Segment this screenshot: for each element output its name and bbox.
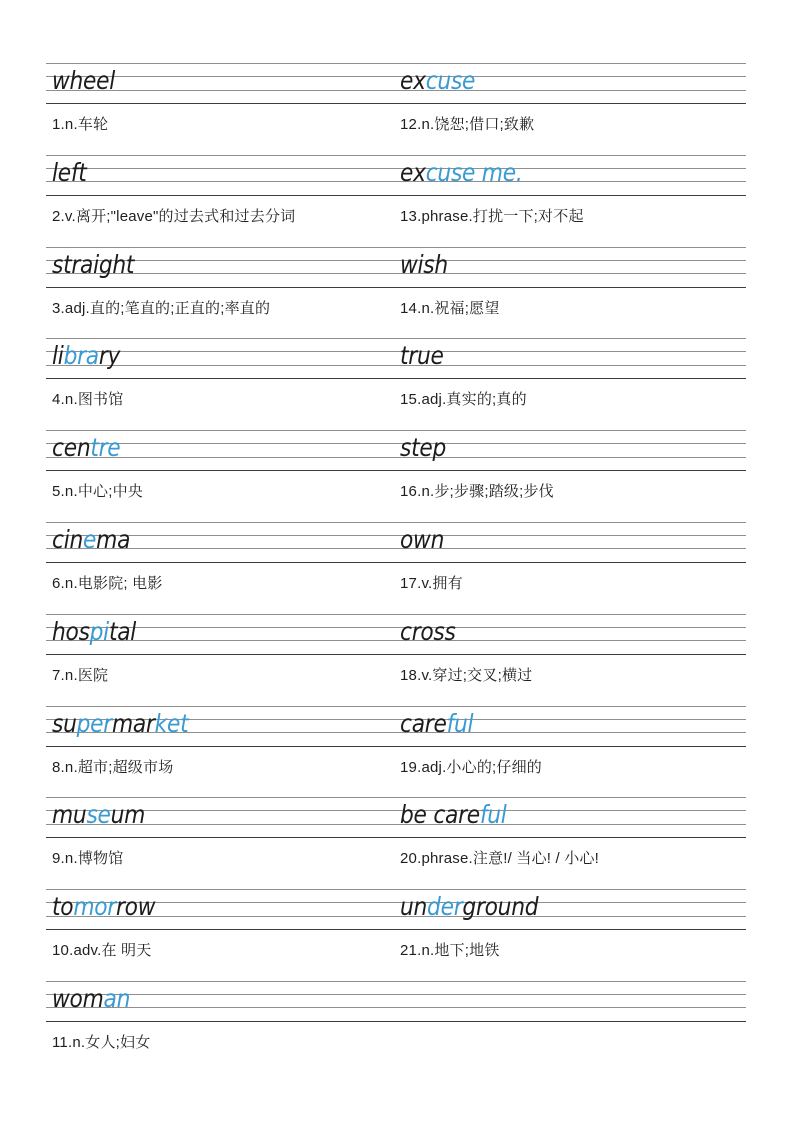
guide-line-bottom [46,195,746,196]
guide-line [46,994,746,995]
word-english: left [52,157,87,187]
handwriting-grid [46,522,746,563]
guide-line [46,365,746,366]
word-definition: 6.n.电影院; 电影 [52,574,163,592]
word-definition: 8.n.超市;超级市场 [52,758,174,776]
guide-line [46,640,746,641]
word-definition: 15.adj.真实的;真的 [400,391,527,409]
word-english: hospital [52,616,137,646]
guide-line-bottom [46,562,746,563]
vocab-row [46,522,746,614]
guide-line-bottom [46,746,746,747]
guide-line [46,181,746,182]
word-english: wish [400,249,448,279]
handwriting-grid [46,981,746,1022]
handwriting-grid [46,706,746,747]
guide-line [46,63,746,64]
guide-line [46,273,746,274]
guide-line [46,90,746,91]
word-english: step [400,433,447,463]
vocab-row [46,430,746,522]
guide-line [46,168,746,169]
word-definition: 9.n.博物馆 [52,850,124,868]
guide-line [46,824,746,825]
guide-line [46,614,746,615]
handwriting-grid [46,155,746,196]
word-definition: 1.n.车轮 [52,116,109,133]
vocab-row [46,155,746,247]
guide-line [46,430,746,431]
guide-line [46,457,746,458]
guide-line [46,351,746,352]
handwriting-grid [46,614,746,655]
guide-line [46,981,746,982]
handwriting-grid [46,797,746,838]
handwriting-grid [46,247,746,288]
handwriting-grid [46,63,746,104]
word-definition: 11.n.女人;妇女 [52,1033,151,1051]
vocab-row [46,706,746,798]
guide-line [46,260,746,261]
guide-line [46,76,746,77]
guide-line [46,797,746,798]
guide-line [46,1007,746,1008]
word-english: centre [52,433,121,463]
guide-line-bottom [46,103,746,104]
guide-line [46,247,746,248]
word-english: supermarket [52,708,189,738]
guide-line-bottom [46,378,746,379]
guide-line [46,810,746,811]
word-definition: 18.v.穿过;交叉;横过 [400,666,533,684]
guide-line [46,522,746,523]
guide-line-bottom [46,287,746,288]
guide-line [46,338,746,339]
word-english: true [400,341,444,371]
word-definition: 2.v.离开;"leave"的过去式和过去分词 [52,207,296,225]
guide-line [46,535,746,536]
word-english: woman [52,983,131,1013]
guide-line [46,548,746,549]
vocab-row [46,63,746,155]
guide-line [46,443,746,444]
word-definition: 13.phrase.打扰一下;对不起 [400,207,584,225]
word-english: excuse [400,66,476,95]
word-english: be careful [400,800,507,830]
word-definition: 10.adv.在 明天 [52,942,152,960]
vocab-row [46,981,746,1073]
guide-line-bottom [46,470,746,471]
handwriting-grid [46,889,746,930]
word-english: underground [400,892,539,922]
word-definition: 17.v.拥有 [400,574,463,592]
word-english: cross [400,616,456,646]
word-definition: 3.adj.直的;笔直的;正直的;率直的 [52,299,271,317]
guide-line-bottom [46,837,746,838]
word-definition: 5.n.中心;中央 [52,483,143,501]
vocab-row [46,338,746,430]
word-definition: 19.adj.小心的;仔细的 [400,758,543,776]
guide-line-bottom [46,654,746,655]
vocab-row [46,797,746,889]
word-english: straight [52,249,135,279]
word-definition: 4.n.图书馆 [52,391,124,409]
guide-line [46,627,746,628]
guide-line [46,155,746,156]
word-english: tomorrow [52,892,156,922]
word-definition: 7.n.医院 [52,666,109,684]
guide-line-bottom [46,1021,746,1022]
word-english: cinema [52,524,131,554]
vocabulary-worksheet [46,63,746,1073]
vocab-row [46,614,746,706]
word-definition: 20.phrase.注意!/ 当心! / 小心! [400,850,600,868]
word-definition: 12.n.饶恕;借口;致歉 [400,116,535,133]
handwriting-grid [46,430,746,471]
word-english: careful [400,708,474,738]
handwriting-grid [46,338,746,379]
word-english: library [52,341,121,371]
word-english: museum [52,800,146,830]
word-definition: 14.n.祝福;愿望 [400,299,500,317]
vocab-row [46,889,746,981]
word-english: excuse me. [400,157,523,187]
word-english: wheel [52,66,116,95]
word-definition: 16.n.步;步骤;踏级;步伐 [400,483,554,501]
word-english: own [400,524,445,554]
vocab-row [46,247,746,339]
word-definition: 21.n.地下;地铁 [400,942,500,960]
guide-line-bottom [46,929,746,930]
